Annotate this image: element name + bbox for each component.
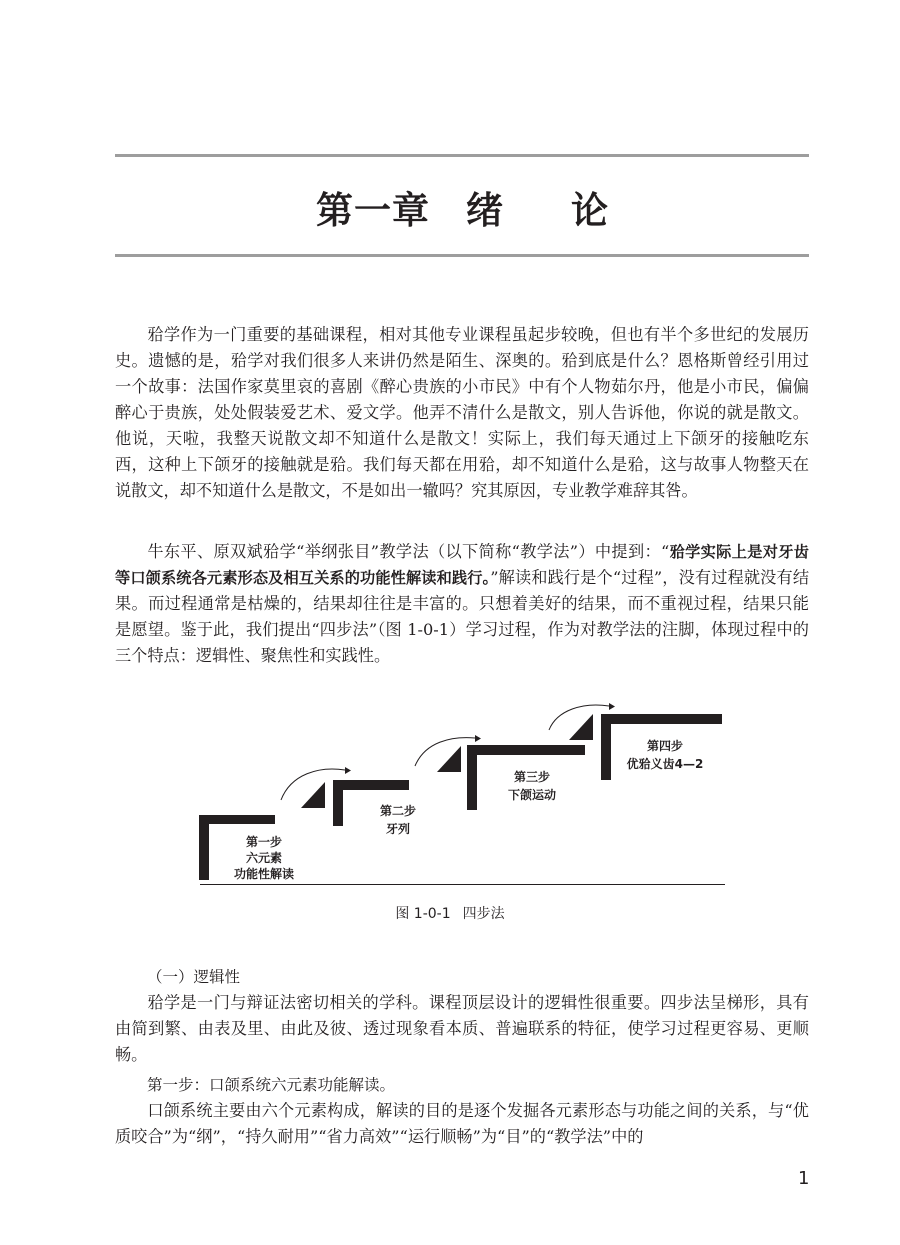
step-1-title: 第一步 — [245, 835, 283, 849]
page-number: 1 — [798, 1168, 810, 1189]
section-heading: （一）逻辑性 — [147, 968, 241, 986]
arrow-tip-icon — [475, 735, 481, 742]
curved-arrow-2 — [415, 738, 475, 766]
chapter-name-part2: 论 — [571, 189, 608, 232]
paragraph-elements: 口颌系统主要由六个元素构成，解读的目的是逐个发掘各元素形态与功能之间的关系，与“优质咬合”为“纲”，“持久耐用”“省力高效”“运行顺畅”为“目”的“教学法”中的 — [115, 1101, 809, 1146]
paragraph-text: ”解读和践行是个“过程”，没有过程就没有结果。而过程通常是枯燥的，结果却往往是丰富的。只想着美好的结果，而不重视过程，结果只能是愿望。鉴于此，我们提出“四步法”（图 1-0-1）学习过程，作为对教学法的注脚，体现过程中的三个特点：逻辑性、聚焦性和实践性。 — [115, 568, 810, 665]
figure-caption — [0, 903, 900, 923]
step-1-line-2: 功能性解读 — [233, 867, 295, 881]
arrow-tip-icon — [609, 703, 615, 710]
step-3-title: 第三步 — [513, 770, 551, 784]
step-2-arrowhead — [437, 746, 461, 772]
chapter-name-part1: 绪 — [466, 189, 503, 232]
paragraph-logic: 𬌗学是一门与辩证法密切相关的学科。课程顶层设计的逻辑性很重要。四步法呈梯形，具有由简到繁、由表及里、由此及彼、透过现象看本质、普遍联系的特征，使学习过程更容易、更顺畅。 — [115, 993, 809, 1064]
curved-arrow-3 — [549, 705, 609, 730]
chapter-title — [115, 180, 809, 234]
top-rule — [115, 154, 809, 157]
four-step-figure — [195, 700, 735, 890]
paragraph-teaching-method — [115, 539, 809, 669]
paragraph-intro: 𬌗学作为一门重要的基础课程，相对其他专业课程虽起步较晚，但也有半个多世纪的发展历史。遗憾的是，𬌗学对我们很多人来讲仍然是陌生、深奥的。𬌗到底是什么？恩格斯曾经引用过一个故事：法国作家莫里哀的喜剧《醉心贵族的小市民》中有个人物茹尔丹，他是小市民，偏偏醉心于贵族，处处假装爱艺术、爱文学。他弄不清什么是散文，别人告诉他，你说的就是散文。他说，天啦，我整天说散文却不知道什么是散文！实际上，我们每天通过上下颌牙的接触吃东西，这种上下颌牙的接触就是𬌗。我们每天都在用𬌗，却不知道什么是𬌗，这与故事人物整天在说散文，却不知道什么是散文，不是如出一辙吗？究其原因，专业教学难辞其咎。 — [115, 325, 809, 500]
figure-title: 四步法 — [462, 906, 505, 922]
step-one-heading: 第一步：口颌系统六元素功能解读。 — [147, 1076, 396, 1094]
arrow-tip-icon — [345, 767, 351, 774]
step-4-line-1: 优𬌗义齿4—2 — [626, 757, 704, 771]
step-3-line-1: 下颌运动 — [507, 788, 557, 802]
bottom-rule — [115, 254, 809, 257]
step-2-bracket — [333, 780, 409, 826]
step-2-line-1: 牙列 — [385, 822, 411, 836]
bold-definition: 𬌗学实际上是对牙齿等口颌系统各元素形态及相互关系的功能性解读和践行。 — [115, 543, 809, 587]
chapter-number: 第一章 — [316, 189, 430, 232]
step-3-arrowhead — [569, 714, 593, 740]
step-2-title: 第二步 — [379, 804, 417, 818]
paragraph-text: 牛东平、原双斌𬌗学“举纲张目”教学法（以下简称“教学法”）中提到：“ — [147, 542, 670, 561]
step-1-line-1: 六元素 — [245, 851, 283, 865]
step-4-title: 第四步 — [646, 739, 684, 753]
figure-number: 图 1-0-1 — [395, 906, 451, 922]
step-1-arrowhead — [301, 782, 325, 808]
